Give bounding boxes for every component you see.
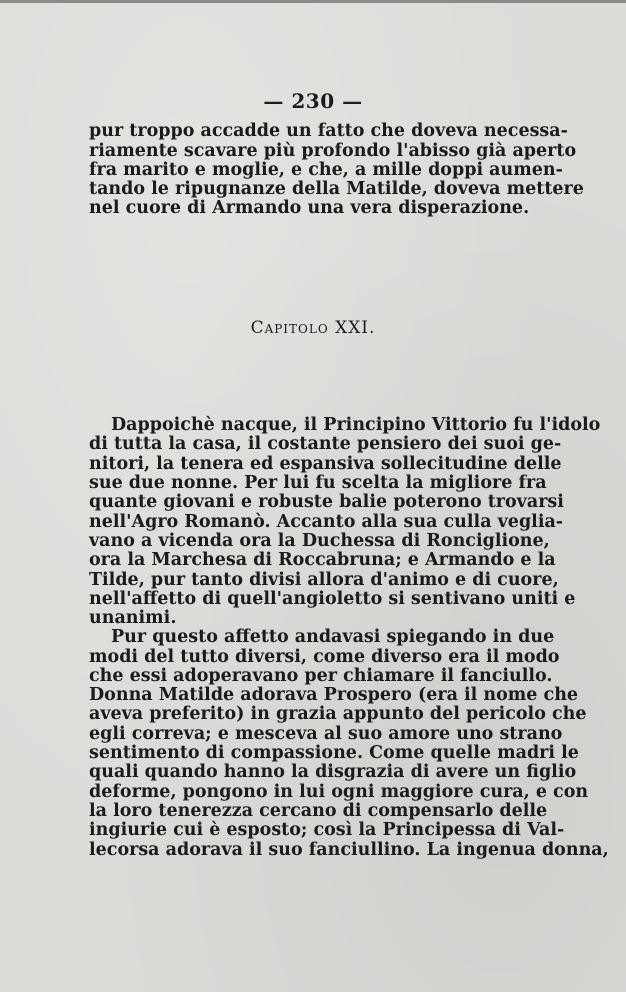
text-line: riamente scavare più profondo l'abisso già aperto	[89, 141, 577, 161]
text-line: Tilde, pur tanto divisi allora d'animo e di cuore,	[89, 570, 559, 590]
page-top-edge	[0, 0, 626, 3]
text-line: ora la Marchesa di Roccabruna; e Armando e la	[89, 550, 556, 570]
text-line: aveva preferito) in grazia appunto del pericolo che	[89, 704, 587, 724]
text-line: quante giovani e robuste balie poterono trovarsi	[89, 492, 564, 512]
text-line: che essi adoperavano per chiamare il fanciullo.	[89, 666, 553, 686]
text-line: quali quando hanno la disgrazia di avere un figlio	[89, 762, 577, 782]
text-line: deforme, pongono in lui ogni maggiore cura, e con	[89, 782, 589, 802]
page-number-header: — 230 —	[263, 89, 363, 113]
text-line: nel cuore di Armando una vera disperazione.	[89, 198, 530, 218]
text-line: modi del tutto diversi, come diverso era il modo	[89, 647, 560, 667]
text-line: nitori, la tenera ed espansiva sollecitudine delle	[89, 454, 562, 474]
text-line: nell'affetto di quell'angioletto si sentivano uniti e	[89, 589, 576, 609]
text-line: la loro tenerezza cercano di compensarlo delle	[89, 801, 548, 821]
text-line: unanimi.	[89, 608, 177, 628]
text-line: egli correva; e mesceva al suo amore uno strano	[89, 724, 563, 744]
chapter-title: Capitolo XXI.	[250, 318, 376, 338]
text-line: sue due nonne. Per lui fu scelta la migliore fra	[89, 473, 547, 493]
text-line: di tutta la casa, il costante pensiero dei suoi ge-	[89, 434, 562, 454]
text-line: Pur questo affetto andavasi spiegando in due	[111, 627, 555, 647]
text-line: tando le ripugnanze della Matilde, doveva mettere	[89, 179, 584, 199]
text-line: sentimento di compassione. Come quelle madri le	[89, 743, 579, 763]
text-line: pur troppo accadde un fatto che doveva necessa-	[89, 121, 568, 141]
text-line: fra marito e moglie, e che, a mille doppi aumen-	[89, 160, 563, 180]
text-line: Dappoichè nacque, il Principino Vittorio fu l'idolo	[111, 415, 601, 435]
text-line: nell'Agro Romanò. Accanto alla sua culla veglia-	[89, 512, 564, 532]
text-line: vano a vicenda ora la Duchessa di Ronciglione,	[89, 531, 550, 551]
text-line: lecorsa adorava il suo fanciullino. La ingenua donna,	[89, 840, 609, 860]
text-line: ingiurie cui è esposto; così la Principessa di Val-	[89, 820, 565, 840]
text-line: Donna Matilde adorava Prospero (era il nome che	[89, 685, 579, 705]
